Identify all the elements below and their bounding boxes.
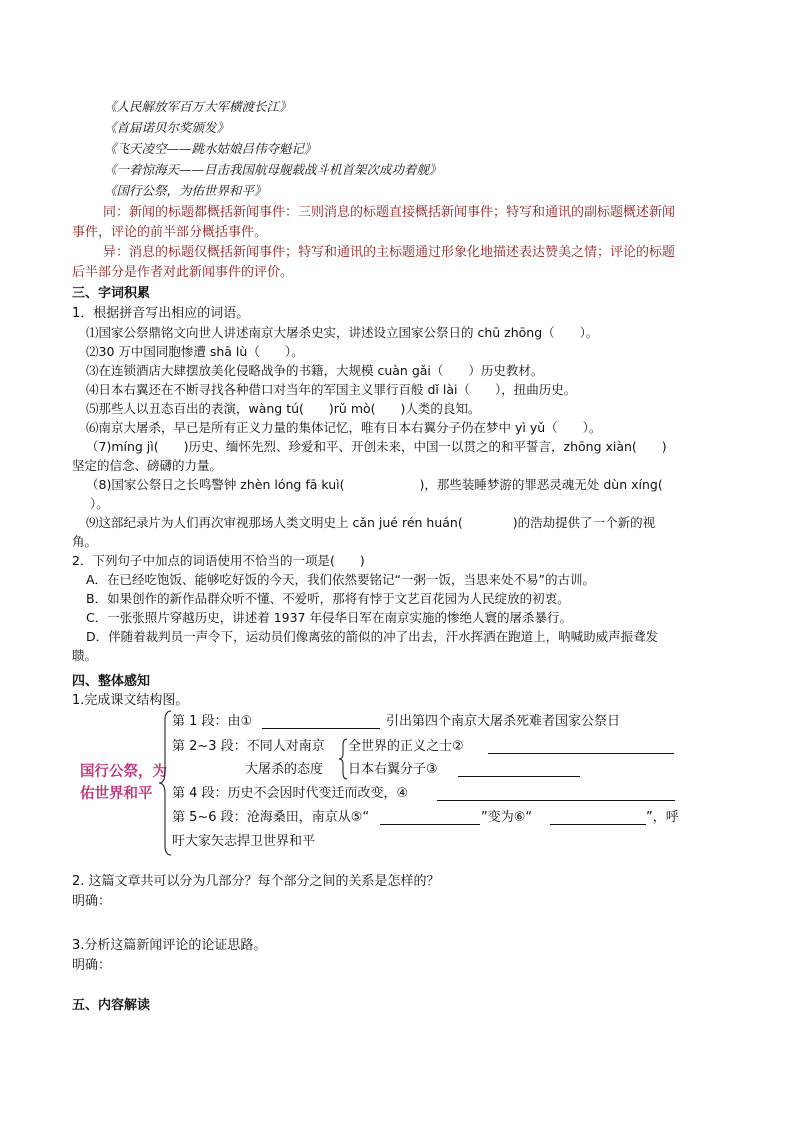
paragraph-1-tail: 引出第四个南京大屠杀死难者国家公祭日 — [386, 714, 621, 729]
vocab-item-8-cont: ）。 — [90, 496, 109, 511]
option-a: A．在已经吃饱饭、能够吃好饭的今天，我们依然要铭记“一粥一饭，当思来处不易”的古训。 — [86, 572, 596, 587]
blank-5[interactable] — [380, 824, 480, 825]
title-item-4: 《一着惊海天——目击我国航母舰载战斗机首架次成功着舰》 — [104, 162, 442, 177]
section-5-heading: 五、内容解读 — [72, 998, 151, 1013]
question-1: 1．根据拼音写出相应的词语。 — [72, 306, 250, 321]
vocab-item-8: （8)国家公祭日之长鸣警钟 zhèn lóng fā kuì( )，那些装睡梦游的罪恶灵魂无处 dùn xíng( — [86, 477, 663, 492]
vocab-item-4: ⑷日本右翼还在不断寻找各种借口对当年的军国主义罪行百般 dǐ lài（ ），扭曲历史。 — [86, 382, 577, 397]
option-b: B．如果创作的新作品群众听不懂、不爱听，那将有悖于文艺百花园为人民绽放的初衷。 — [86, 591, 570, 606]
vocab-item-3: ⑶在连锁酒店大肆摆放美化侵略战争的书籍，大规模 cuàn gǎi（ ）历史教材。 — [86, 363, 544, 378]
vocab-item-5: ⑸那些人以丑态百出的表演，wàng tú( )rǔ mò( )人类的良知。 — [86, 401, 481, 416]
vocab-item-2: ⑵30 万中国同胞惨遭 shā lù（ ）。 — [86, 344, 304, 359]
paragraph-2-3-cont: 大屠杀的态度 — [245, 762, 324, 777]
question-2: 2．下列句子中加点的词语使用不恰当的一项是( ) — [72, 553, 365, 568]
paragraph-4-label: 第 4 段：历史不会因时代变迁而改变，④ — [172, 786, 409, 801]
diagram-root-line-2: 佑世界和平 — [80, 786, 153, 802]
paragraph-5-6-end: ”，呼 — [646, 810, 679, 825]
same-line-2: 事件，评论的前半部分概括事件。 — [72, 225, 268, 240]
question-argument: 3.分析这篇新闻评论的论证思路。 — [72, 938, 267, 953]
title-item-5: 《国行公祭，为佑世界和平》 — [104, 183, 267, 198]
paragraph-5-6-mid: ”变为⑥“ — [481, 810, 533, 825]
blank-2[interactable] — [488, 753, 674, 754]
structure-question: 1.完成课文结构图。 — [72, 693, 189, 708]
title-item-2: 《首届诺贝尔奖颁发》 — [104, 120, 230, 135]
diff-line-2: 后半部分是作者对此新闻事件的评价。 — [72, 265, 294, 280]
vocab-item-6: ⑹南京大屠杀，早已是所有正义力量的集体记忆，唯有日本右翼分子仍在梦中 yì yǔ（ ）。 — [86, 420, 602, 435]
option-d-cont: 聩。 — [72, 648, 98, 663]
sub-item-2: 日本右翼分子③ — [348, 762, 438, 777]
answer-label-2: 明确： — [72, 958, 112, 973]
paragraph-5-6-label: 第 5~6 段：沧海桑田，南京从⑤“ — [172, 810, 370, 825]
diff-line-1: 异：消息的标题仅概括新闻事件；特写和通讯的主标题通过形象化地描述表达赞美之情；评论的标题 — [103, 245, 676, 260]
paragraph-1-label: 第 1 段：由① — [172, 714, 253, 729]
vocab-item-9: ⑼这部纪录片为人们再次审视那场人类文明史上 cǎn jué rén huán( )的浩劫提供了一个新的视 — [86, 515, 656, 530]
option-d: D．伴随着裁判员一声令下，运动员们像离弦的箭似的冲了出去，汗水挥洒在跑道上，呐喊助威声振聋发 — [86, 629, 659, 644]
paragraph-2-3-label: 第 2~3 段：不同人对南京 — [172, 739, 325, 754]
same-line-1: 同：新闻的标题都概括新闻事件：三则消息的标题直接概括新闻事件；特写和通讯的副标题概述新闻 — [103, 205, 676, 220]
vocab-item-7-cont: 坚定的信念、磅礴的力量。 — [72, 458, 223, 473]
section-4-heading: 四、整体感知 — [72, 674, 151, 689]
sub-brace — [338, 738, 348, 780]
blank-3[interactable] — [458, 776, 580, 777]
title-item-1: 《人民解放军百万大军横渡长江》 — [104, 99, 292, 114]
sub-item-1: 全世界的正义之士② — [348, 739, 464, 754]
blank-4[interactable] — [437, 800, 675, 801]
vocab-item-7: （7)míng jì( )历史、缅怀先烈、珍爱和平、开创未来，中国一以贯之的和平誓言，zhōng xiàn( ) — [86, 439, 667, 454]
diagram-root-line-1: 国行公祭，为 — [80, 764, 167, 780]
answer-label-1: 明确： — [72, 894, 112, 909]
question-parts: 2. 这篇文章共可以分为几部分？每个部分之间的关系是怎样的？ — [72, 874, 440, 889]
blank-1[interactable] — [262, 728, 380, 729]
vocab-item-9-cont: 角。 — [72, 534, 98, 549]
vocab-item-1: ⑴国家公祭鼎铭文向世人讲述南京大屠杀史实，讲述设立国家公祭日的 chū zhōng（ ）。 — [86, 325, 599, 340]
paragraph-5-6-cont: 吁大家矢志捍卫世界和平 — [172, 834, 316, 849]
title-item-3: 《飞天凌空——跳水姑娘吕伟夺魁记》 — [104, 141, 317, 156]
blank-6[interactable] — [550, 824, 646, 825]
option-c: C．一张张照片穿越历史，讲述着 1937 年侵华日军在南京实施的惨绝人寰的屠杀暴行。 — [86, 610, 572, 625]
section-3-heading: 三、字词积累 — [72, 286, 151, 301]
